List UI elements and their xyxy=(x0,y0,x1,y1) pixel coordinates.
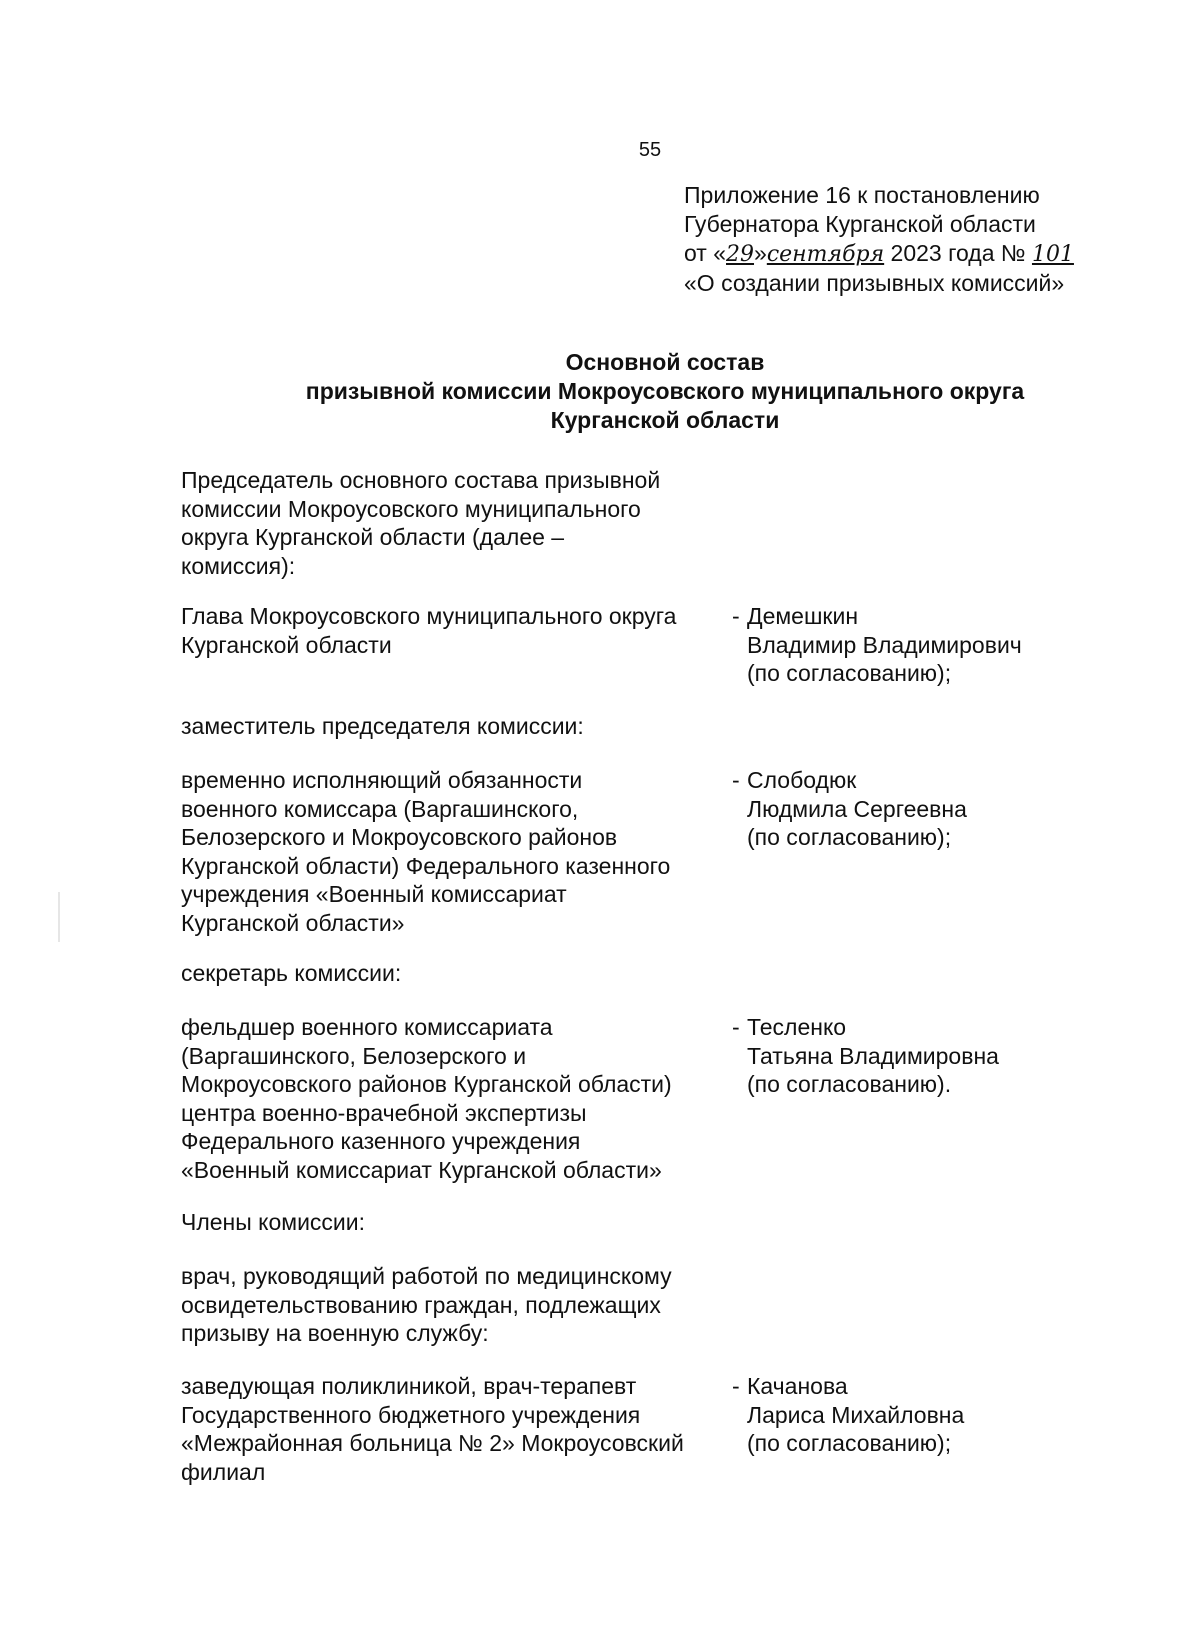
member-dash: - xyxy=(732,1373,740,1399)
person-surname: Демешкин xyxy=(747,603,859,629)
member-person xyxy=(747,602,1022,688)
deputy-header: заместитель председателя комиссии: xyxy=(181,713,584,739)
member-dash: - xyxy=(732,767,740,793)
person-note: (по согласованию); xyxy=(747,1430,952,1456)
person-name: Людмила Сергеевна xyxy=(747,795,967,822)
members-header: Члены комиссии: xyxy=(181,1209,366,1235)
appendix-line-4: «О создании призывных комиссий» xyxy=(684,270,1065,296)
person-name: Лариса Михайловна xyxy=(747,1401,965,1428)
title-line-2: призывной комиссии Мокроусовского муниципального округа xyxy=(305,378,1025,404)
member-position xyxy=(181,766,721,937)
text-line: временно исполняющий обязанности xyxy=(181,767,583,793)
text-line: «Межрайонная больница № 2» Мокроусовский xyxy=(181,1430,684,1456)
text-line: Мокроусовского районов Курганской области) xyxy=(181,1071,672,1097)
chairman-header xyxy=(181,466,721,580)
document-title xyxy=(0,348,1200,435)
person-name: Татьяна Владимировна xyxy=(747,1042,999,1069)
person-note: (по согласованию); xyxy=(747,660,952,686)
text-line: комиссии Мокроусовского муниципального xyxy=(181,495,641,522)
appendix-year: 2023 года № xyxy=(890,240,1026,266)
member-dash: - xyxy=(732,603,740,629)
member-position xyxy=(181,602,721,659)
person-note: (по согласованию). xyxy=(747,1071,952,1097)
text-line: учреждения «Военный комиссариат xyxy=(181,881,567,907)
member-position xyxy=(181,1013,721,1184)
handwritten-day: 29 xyxy=(726,242,755,267)
doctor-header xyxy=(181,1262,721,1348)
text-line: Председатель основного состава призывной xyxy=(181,467,661,493)
member-person xyxy=(747,1013,999,1099)
handwritten-month: сентября xyxy=(766,242,885,267)
text-line: Государственного бюджетного учреждения xyxy=(181,1401,641,1428)
appendix-line-2: Губернатора Курганской области xyxy=(684,211,1036,237)
member-dash: - xyxy=(732,1014,740,1040)
appendix-date-prefix: от « xyxy=(684,240,727,266)
scan-artifact xyxy=(58,892,60,942)
title-line-1: Основной состав xyxy=(565,349,765,375)
member-person xyxy=(747,1372,964,1458)
person-note: (по согласованию); xyxy=(747,824,952,850)
text-line: Курганской области» xyxy=(181,909,405,936)
person-surname: Слободюк xyxy=(747,767,857,793)
text-line: (Варгашинского, Белозерского и xyxy=(181,1042,527,1069)
text-line: призыву на военную службу: xyxy=(181,1320,489,1346)
text-line: освидетельствованию граждан, подлежащих xyxy=(181,1291,661,1318)
text-line: «Военный комиссариат Курганской области» xyxy=(181,1156,662,1183)
title-line-3: Курганской области xyxy=(550,407,780,433)
appendix-line-1: Приложение 16 к постановлению xyxy=(684,182,1040,208)
text-line: комиссия): xyxy=(181,552,296,579)
secretary-header: секретарь комиссии: xyxy=(181,960,402,986)
text-line: военного комиссара (Варгашинского, xyxy=(181,795,579,822)
text-line: фельдшер военного комиссариата xyxy=(181,1014,553,1040)
person-surname: Тесленко xyxy=(747,1014,847,1040)
appendix-date-separator: » xyxy=(754,240,767,266)
person-name: Владимир Владимирович xyxy=(747,631,1022,658)
member-position xyxy=(181,1372,721,1486)
text-line: центра военно-врачебной экспертизы xyxy=(181,1099,587,1126)
person-surname: Качанова xyxy=(747,1373,848,1399)
member-person xyxy=(747,766,967,852)
text-line: филиал xyxy=(181,1458,266,1485)
appendix-line-3 xyxy=(684,239,1144,269)
text-line: врач, руководящий работой по медицинскому xyxy=(181,1263,672,1289)
page-number: 55 xyxy=(638,139,662,161)
text-line: Федерального казенного учреждения xyxy=(181,1128,581,1154)
handwritten-number: 101 xyxy=(1031,242,1074,267)
text-line: Глава Мокроусовского муниципального округа xyxy=(181,603,677,629)
text-line: заведующая поликлиникой, врач-терапевт xyxy=(181,1373,637,1399)
text-line: Курганской области xyxy=(181,631,392,658)
text-line: Белозерского и Мокроусовского районов xyxy=(181,824,618,850)
text-line: округа Курганской области (далее – xyxy=(181,524,565,550)
appendix-note xyxy=(684,181,1144,298)
text-line: Курганской области) Федерального казенного xyxy=(181,852,671,879)
